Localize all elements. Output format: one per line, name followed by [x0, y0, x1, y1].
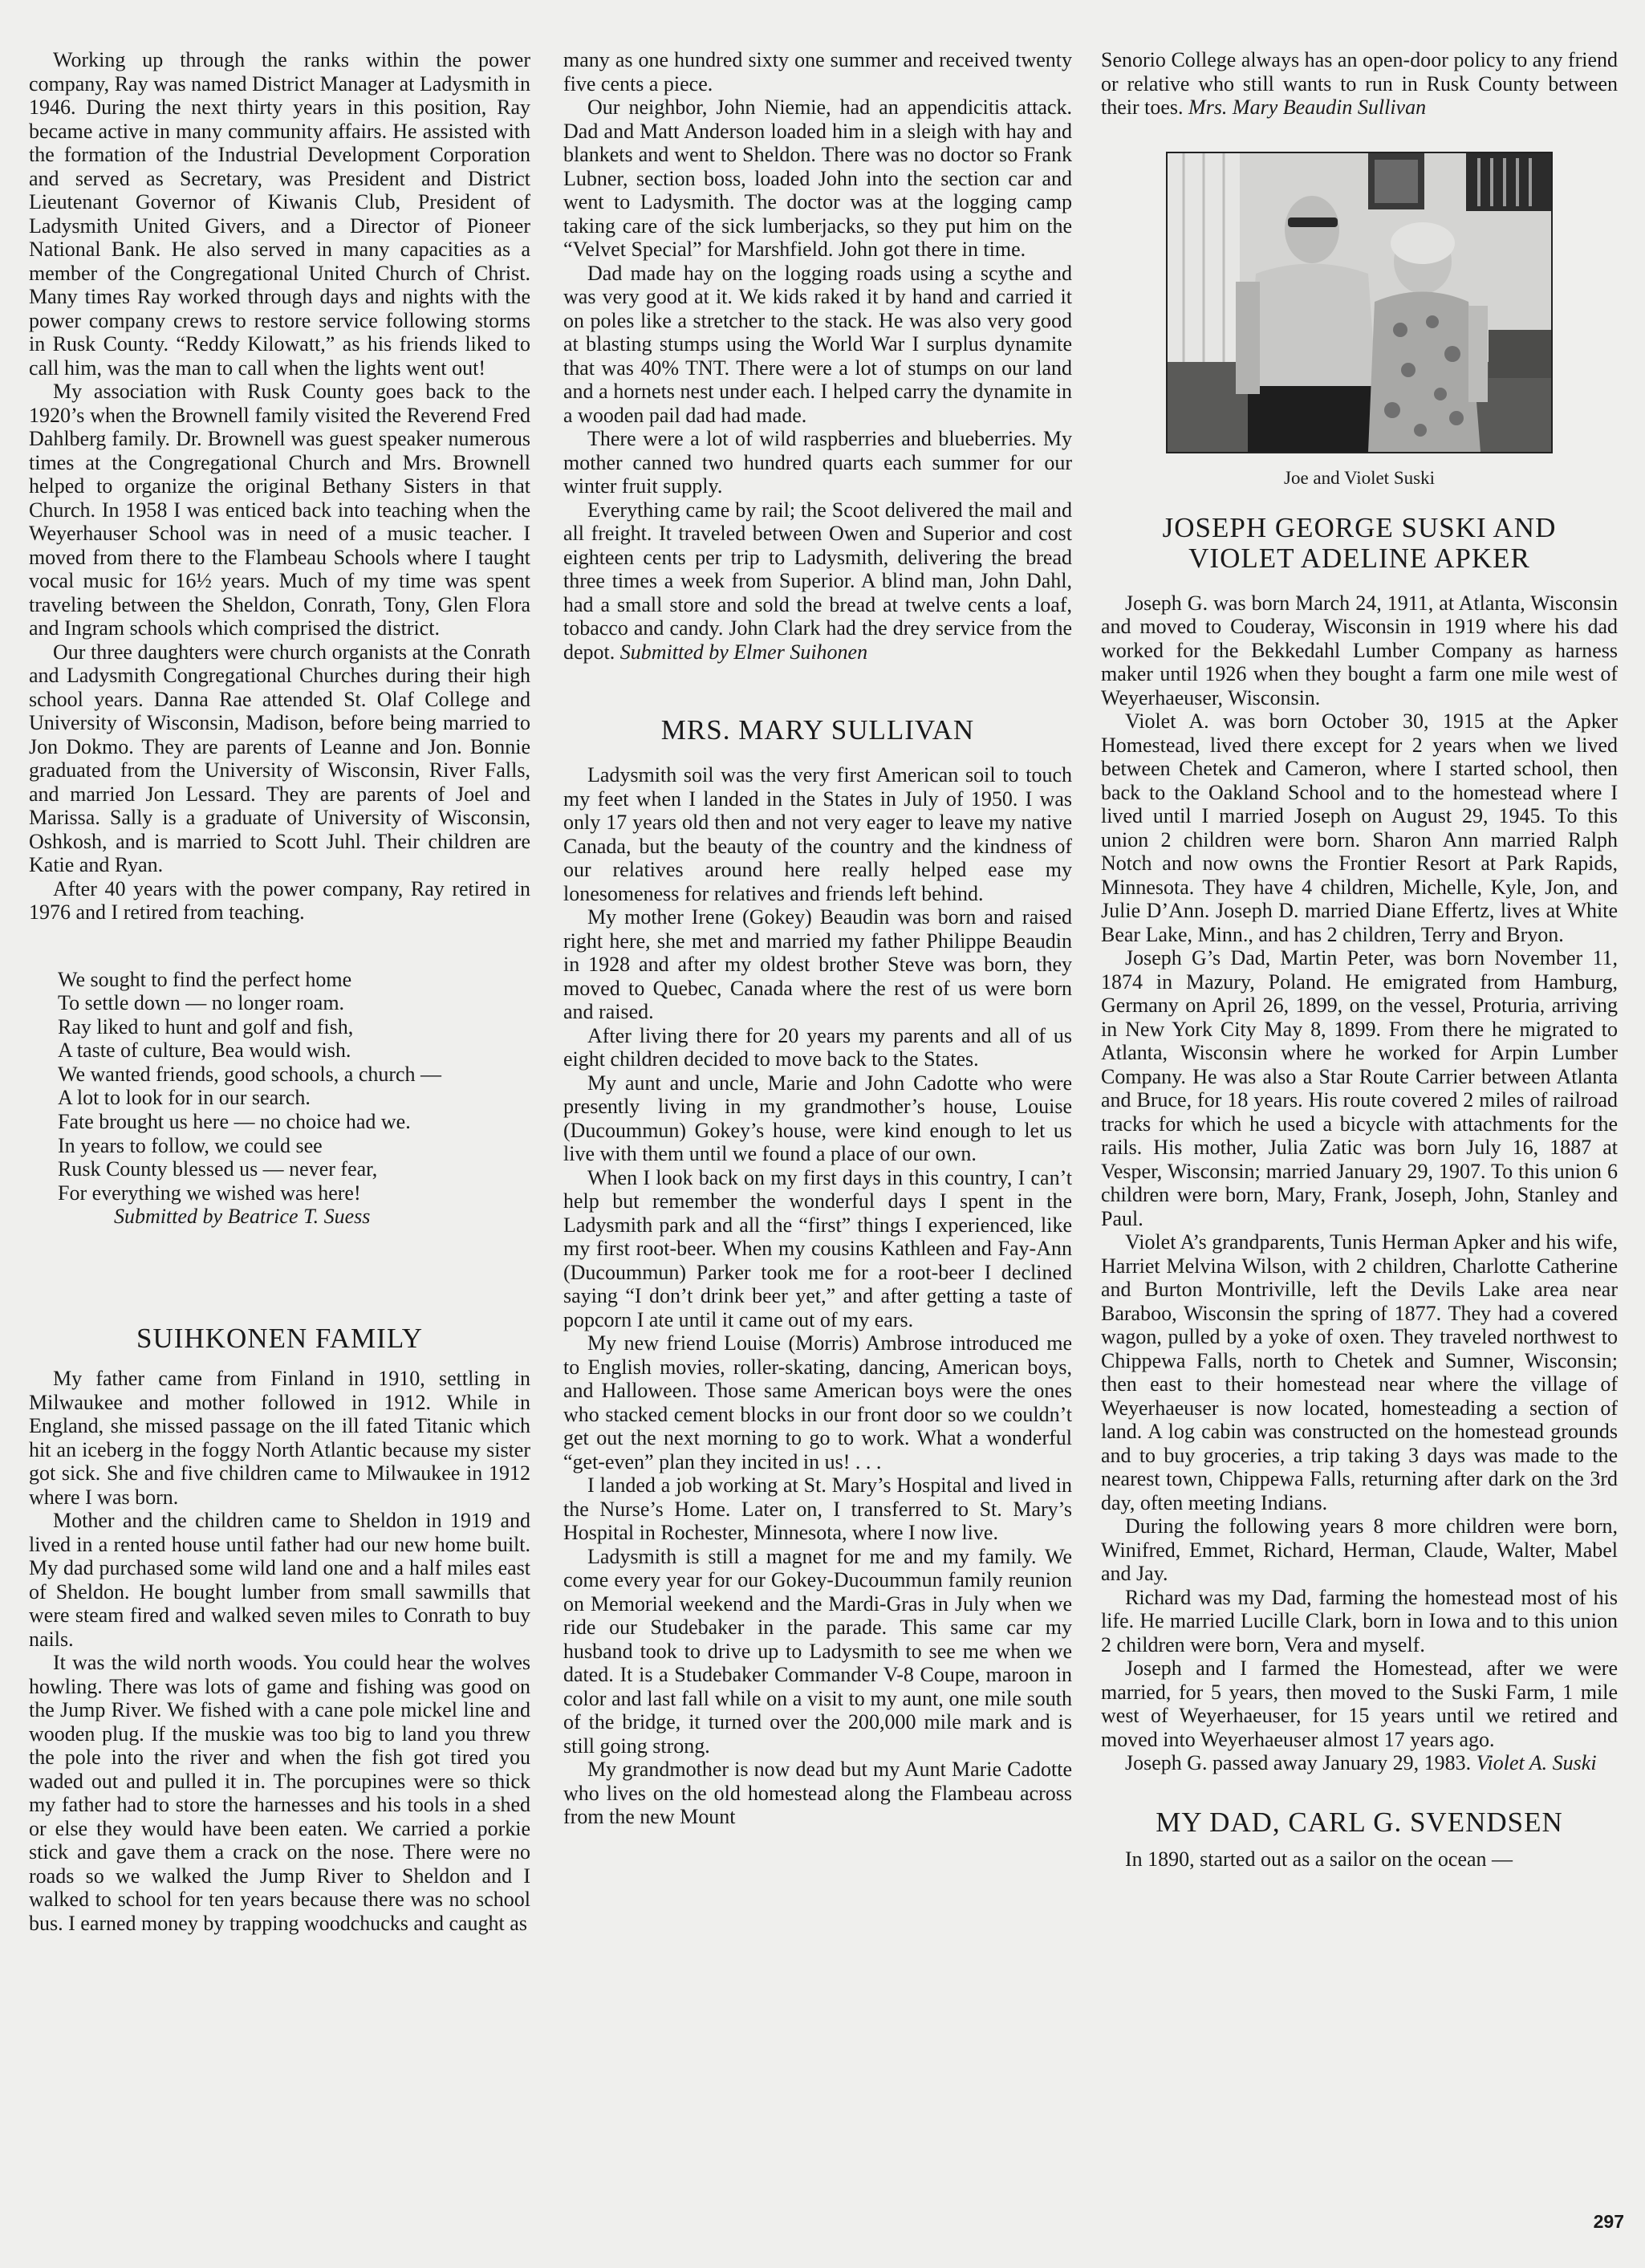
paragraph: My new friend Louise (Morris) Ambrose introduced me to English movies, roller-skating, dancing, American boys, and Halloween. Those same American boys were the ones who stacked cement blocks in our front door so we couldn’t get out the next morning to go to work. What a wonderful “get-even” plan they incited in us! . . . — [563, 1331, 1072, 1473]
poem-line: We wanted friends, good schools, a church — — [58, 1062, 442, 1086]
paragraph: Richard was my Dad, farming the homestead most of his life. He married Lucille Clark, born in Iowa and to this union 2 children were born, Vera and myself. — [1101, 1585, 1618, 1656]
paragraph: Ladysmith is still a magnet for me and my family. We come every year for our Gokey-Ducoummun family reunion on Memorial weekend and the Mardi-Gras in July when we ride our Studebaker in the parade. This same car my husband took to drive up to Ladysmith to see me when we dated. It is a Studebaker Commander V-8 Coupe, maroon in color and last fall while on a visit to my aunt, one mile south of the bridge, it turned over the 200,000 mile mark and is still going strong. — [563, 1544, 1072, 1758]
paragraph — [1101, 1751, 1618, 1775]
photo-joe-and-violet — [1166, 152, 1553, 453]
poem-line: A lot to look for in our search. — [58, 1086, 311, 1110]
section-title-svendsen: MY DAD, CARL G. SVENDSEN — [1156, 1806, 1563, 1838]
paragraph: Violet A’s grandparents, Tunis Herman Apker and his wife, Harriet Melvina Wilson, with 2 children, Charlotte Catherine and Burton Montriville, left the Devils Lake area near Baraboo, Wisconsin the spring of 1877. They had a covered wagon, pulled by a yoke of oxen. They traveled northwest to Chippewa Falls, north to Chetek and Sumner, Wisconsin; then east to their homestead near where the village of Weyerhaeuser is now located, homesteading a section of land. A log cabin was constructed on the homestead grounds and to buy groceries, a trip taking 3 days was made to the nearest town, Chippewa Falls, returning after dark on the 3rd day, often meeting Indians. — [1101, 1230, 1618, 1514]
poem-line: A taste of culture, Bea would wish. — [58, 1038, 351, 1063]
section-title-suski-line2: VIOLET ADELINE APKER — [1188, 542, 1530, 574]
poem-line: Fate brought us here — no choice had we. — [58, 1110, 411, 1134]
poem-attribution: Submitted by Beatrice T. Suess — [114, 1205, 371, 1229]
paragraph: It was the wild north woods. You could hear the wolves howling. There was lots of game and fishing was good on the Jump River. We fished with a cane pole mickel line and wooden plug. If the muskie was too big to land you threw the pole into the river and when the fish got tired you waded out and pulled it in. The porcupines were so thick my father had to store the harnesses and his tools in a shed or else they would have been eaten. We carried a porkie stick and gave them a crack on the nose. There were no roads so we walked the Jump River to Sheldon and I walked to school for ten years because there was no school bus. I earned money by trapping woodchucks and caught as — [29, 1651, 530, 1935]
poem-line: For everything we wished was here! — [58, 1181, 361, 1205]
paragraph: My mother Irene (Gokey) Beaudin was born and raised right here, she met and married my father Philippe Beaudin in 1928 and after my oldest brother Steve was born, they moved to Quebec, Canada where the rest of us were born and raised. — [563, 905, 1072, 1023]
paragraph-text: Senorio College always has an open-door policy to any friend or relative who still wants to run in Rusk County between their toes. — [1101, 48, 1618, 119]
signature: Mrs. Mary Beaudin Sullivan — [1188, 96, 1427, 119]
poem-line: In years to follow, we could see — [58, 1133, 323, 1157]
paragraph-text: Joseph G. passed away January 29, 1983. — [1125, 1751, 1472, 1774]
poem-line: Rusk County blessed us — never fear, — [58, 1157, 378, 1181]
paragraph: Working up through the ranks within the power company, Ray was named District Manager at Ladysmith in 1946. During the next thirty years in this position, Ray became active in many community affairs. He assisted with the formation of the Industrial Development Corporation and served as Secretary, was President and District Lieutenant Governor of Kiwanis Club, President of Ladysmith United Givers, and a Director of Pioneer National Bank. He also served in many capacities as a member of the Congregational United Church of Christ. Many times Ray worked through days and nights with the power company crews to restore service following storms in Rusk County. “Reddy Kilowatt,” as his friends liked to call him, was the man to call when the lights went out! — [29, 48, 530, 380]
paragraph — [563, 498, 1072, 665]
page-number: 297 — [1593, 2211, 1624, 2232]
section-title-suski-line1: JOSEPH GEORGE SUSKI AND — [1162, 511, 1557, 543]
paragraph — [1101, 48, 1618, 120]
poem — [58, 968, 530, 1230]
paragraph-text: Everything came by rail; the Scoot delivered the mail and all freight. It traveled between Owen and Superior and cost eighteen cents per trip to Ladysmith, delivering the bread three times a week from Superior. A blind man, John Dahl, had a small store and sold the bread at twelve cents a loaf, tobacco and candy. John Clark had the drey service from the depot. — [563, 498, 1072, 664]
paragraph: Joseph and I farmed the Homestead, after we were married, for 5 years, then moved to the Suski Farm, 1 mile west of Weyerhaeuser, for 15 years until we retired and moved into Weyerhaeuser almost 17 years ago. — [1101, 1656, 1618, 1751]
paragraph: many as one hundred sixty one summer and received twenty five cents a piece. — [563, 48, 1072, 96]
section-title-suihkonen: SUIHKONEN FAMILY — [136, 1323, 423, 1355]
paragraph: Ladysmith soil was the very first American soil to touch my feet when I landed in the States in July of 1950. I was only 17 years old then and not very eager to leave my native Canada, but the beauty of the country and the kindness of our relatives around here really helped ease my lonesomeness for relatives and friends left behind. — [563, 763, 1072, 905]
signature: Submitted by Elmer Suihonen — [619, 640, 868, 664]
paragraph: My father came from Finland in 1910, settling in Milwaukee and mother followed in 1912. While in England, she missed passage on the ill fated Titanic which hit an iceberg in the foggy North Atlantic because my sister got sick. She and five children came to Milwaukee in 1912 where I was born. — [29, 1367, 530, 1509]
paragraph: There were a lot of wild raspberries and blueberries. My mother canned two hundred quarts each summer for our winter fruit supply. — [563, 427, 1072, 498]
paragraph: Violet A. was born October 30, 1915 at the Apker Homestead, lived there except for 2 years when we lived between Chetek and Cameron, where I started school, then back to the Oakland School and to the homestead where I lived until I married Joseph on August 29, 1945. To this union 2 children were born. Sharon Ann married Ralph Notch and now owns the Frontier Resort at Park Rapids, Minnesota. They have 4 children, Michelle, Kyle, Jon, and Julie D’Ann. Joseph D. married Diane Effertz, lives at White Bear Lake, Minn., and has 2 children, Terry and Bryon. — [1101, 709, 1618, 946]
paragraph: When I look back on my first days in this country, I can’t help but remember the wonderful days I spent in the Ladysmith park and all the “first” things I experienced, like my first root-beer. When my cousins Kathleen and Fay-Ann (Ducoummun) Parker took me for a root-beer I declined saying “I don’t drink beer yet,” and after getting a taste of popcorn I ate until it came out of my ears. — [563, 1165, 1072, 1331]
poem-line: Ray liked to hunt and golf and fish, — [58, 1014, 354, 1038]
photo-caption: Joe and Violet Suski — [1284, 467, 1435, 488]
column-2 — [563, 48, 1072, 1829]
section-title-sullivan: MRS. MARY SULLIVAN — [660, 714, 975, 746]
paragraph: Joseph G. was born March 24, 1911, at Atlanta, Wisconsin and moved to Couderay, Wisconsin in 1919 where his dad worked for the Bekkedahl Lumber Company as harness maker until 1926 when they bought a farm one mile west of Weyerhaeuser, Wisconsin. — [1101, 591, 1618, 709]
poem-line: We sought to find the perfect home — [58, 967, 352, 991]
photo-image — [1168, 153, 1551, 452]
poem-line: To settle down — no longer roam. — [58, 991, 345, 1015]
paragraph: Our three daughters were church organists at the Conrath and Ladysmith Congregational Churches during their high school years. Danna Rae attended St. Olaf College and University of Wisconsin, Madison, before being married to Jon Dokmo. They are parents of Leanne and Jon. Bonnie graduated from the University of Wisconsin, River Falls, and married Jon Lessard. They are parents of Joel and Marissa. Sally is a graduate of University of Wisconsin, Oshkosh, and is married to Scott Juhl. Their children are Katie and Ryan. — [29, 640, 530, 876]
paragraph: In 1890, started out as a sailor on the ocean — — [1125, 1847, 1513, 1871]
paragraph: Joseph G’s Dad, Martin Peter, was born November 11, 1874 in Mazury, Poland. He emigrated from Hamburg, Germany on April 26, 1899, on the vessel, Proturia, arriving in New York City May 8, 1899. From there he migrated to Atlanta, Wisconsin where he worked for Arpin Lumber Company. He was also a Star Route Carrier between Atlanta and Bruce, for 18 years. His route covered 2 miles of railroad tracks for which he used a bicycle with attachments for the rails. His mother, Julia Zatic was born July 16, 1887 at Vesper, Wisconsin; married January 29, 1907. To this union 6 children were born, Mary, Frank, Joseph, John, Stanley and Paul. — [1101, 946, 1618, 1230]
signature: Violet A. Suski — [1476, 1751, 1597, 1774]
paragraph: I landed a job working at St. Mary’s Hospital and lived in the Nurse’s Home. Later on, I transferred to St. Mary’s Hospital in Rochester, Minnesota, where I now live. — [563, 1473, 1072, 1544]
paragraph: My association with Rusk County goes back to the 1920’s when the Brownell family visited the Reverend Fred Dahlberg family. Dr. Brownell was guest speaker numerous times at the Congregational Church and Mrs. Brownell helped to organize the original Bethany Sisters in that Church. In 1958 I was enticed back into teaching when the Weyerhauser School was in need of a music teacher. I moved from there to the Flambeau Schools where I taught vocal music for 16½ years. Much of my time was spent traveling between the Sheldon, Conrath, Tony, Glen Flora and Ingram schools which comprised the district. — [29, 380, 530, 640]
paragraph: My aunt and uncle, Marie and John Cadotte who were presently living in my grandmother’s house, Louise (Ducoummun) Gokey’s house, were kind enough to let us live with them until we found a place of our own. — [563, 1071, 1072, 1165]
column-3 — [1101, 48, 1618, 1871]
paragraph: After living there for 20 years my parents and all of us eight children decided to move back to the States. — [563, 1023, 1072, 1071]
paragraph: My grandmother is now dead but my Aunt Marie Cadotte who lives on the old homestead along the Flambeau across from the new Mount — [563, 1758, 1072, 1828]
paragraph: Dad made hay on the logging roads using a scythe and was very good at it. We kids raked it by hand and carried it on poles like a stretcher to the stack. He was also very good at blasting stumps using the World War I surplus dynamite that was 40% TNT. There were a lot of stumps on our land and a hornets nest under each. I helped carry the dynamite in a wooden pail dad had made. — [563, 261, 1072, 427]
paragraph: Our neighbor, John Niemie, had an appendicitis attack. Dad and Matt Anderson loaded him in a sleigh with hay and blankets and went to Sheldon. There was no doctor so Frank Lubner, section boss, loaded John into the section car and went to Ladysmith. The doctor was at the logging camp taking care of the sick lumberjacks, so they put him on the “Velvet Special” for Marshfield. John got there in time. — [563, 96, 1072, 261]
paragraph: Mother and the children came to Sheldon in 1919 and lived in a rented house until father had our new home built. My dad purchased some wild land one and a half miles east of Sheldon. He bought lumber from small sawmills that were steam fired and walked seven miles to Conrath to buy nails. — [29, 1509, 530, 1651]
column-1 — [29, 48, 530, 1935]
paragraph: After 40 years with the power company, Ray retired in 1976 and I retired from teaching. — [29, 876, 530, 924]
paragraph: During the following years 8 more children were born, Winifred, Emmet, Richard, Herman, Claude, Walter, Mabel and Jay. — [1101, 1514, 1618, 1585]
